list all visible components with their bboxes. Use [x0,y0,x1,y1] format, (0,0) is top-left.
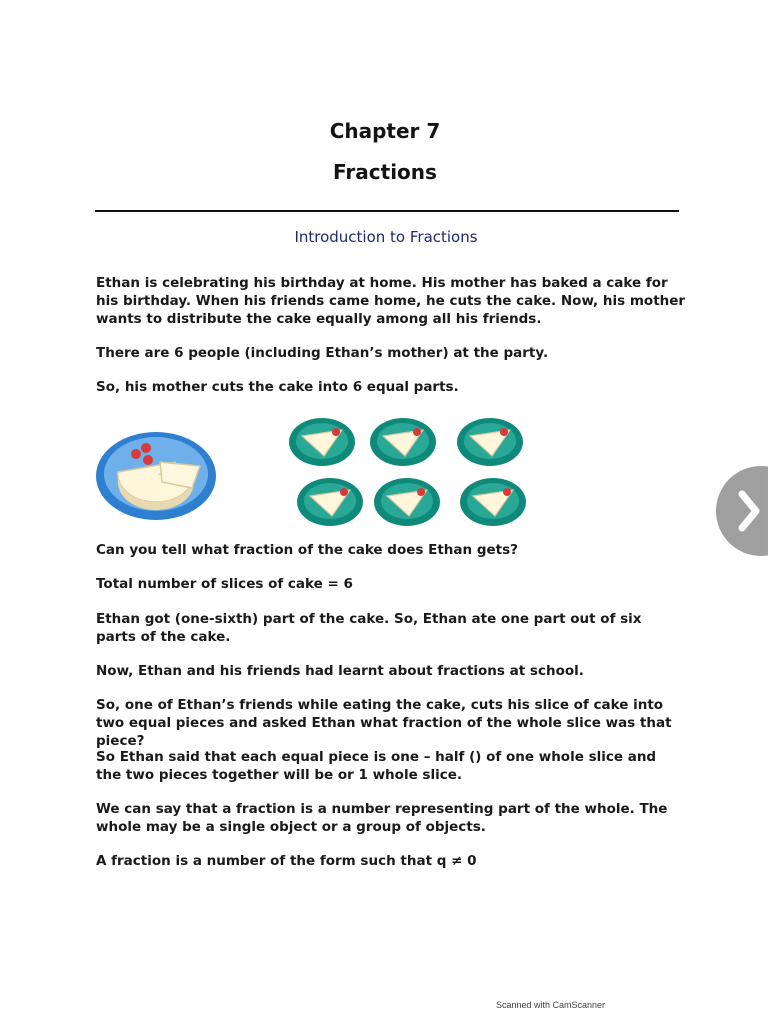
cake-slice-icon [373,474,441,528]
cake-slice-icon [288,414,356,468]
whole-cake-icon [96,424,220,524]
paragraph-4: Can you tell what fraction of the cake does Ethan gets? [96,542,518,558]
cake-slice-icon [459,474,527,528]
paragraph-8: So, one of Ethan’s friends while eating the cake, cuts his slice of cake into two equal pieces and asked Ethan what fraction of the whole slice was that piece? [96,697,672,749]
paragraph-1: Ethan is celebrating his birthday at home. His mother has baked a cake for his birthday. When his friends came home, he cuts the cake. Now, his mother wants to distribute the cake equally among all his friends. [96,275,686,327]
paragraph-11: A fraction is a number of the form such that q ≠ 0 [96,853,477,869]
section-heading: Introduction to Fractions [294,228,478,246]
paragraph-6: Ethan got (one-sixth) part of the cake. So, Ethan ate one part out of six parts of the cake. [96,611,642,645]
cake-slice-icon [296,474,364,528]
paragraph-9: So Ethan said that each equal piece is one – half () of one whole slice and the two pieces together will be or 1 whole slice. [96,749,657,783]
heading-divider [95,210,679,212]
next-page-button[interactable] [716,466,768,556]
paragraph-3: So, his mother cuts the cake into 6 equal parts. [96,379,459,395]
cake-slice-icon [369,414,437,468]
scanner-watermark: Scanned with CamScanner [496,1000,606,1010]
paragraph-5: Total number of slices of cake = 6 [96,576,353,592]
chapter-number: Chapter 7 [329,119,441,143]
paragraph-2: There are 6 people (including Ethan’s mother) at the party. [96,345,549,361]
cake-slice-icon [456,414,524,468]
paragraph-10: We can say that a fraction is a number representing part of the whole. The whole may be a single object or a group of objects. [96,801,668,835]
chevron-right-icon [736,490,768,532]
chapter-title: Fractions [333,160,437,184]
paragraph-7: Now, Ethan and his friends had learnt about fractions at school. [96,663,584,679]
